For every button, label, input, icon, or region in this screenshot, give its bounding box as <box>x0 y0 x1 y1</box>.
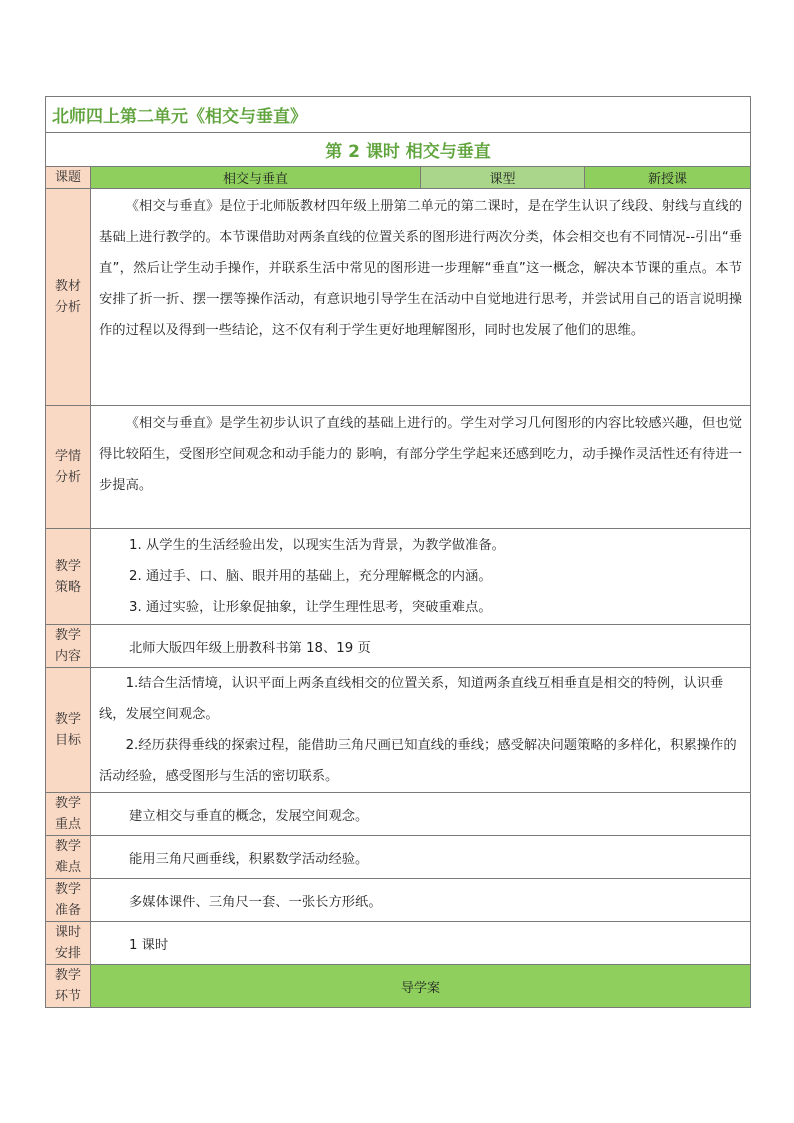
hours-label <box>46 922 91 965</box>
lesson-type-label: 课型 <box>421 167 585 189</box>
content-label <box>46 625 91 668</box>
content-row <box>46 625 751 668</box>
prep-text: 多媒体课件、三角尺一套、一张长方形纸。 <box>91 879 751 922</box>
goals-row <box>46 668 751 793</box>
stage-text: 导学案 <box>91 965 751 1008</box>
title-row <box>46 97 751 133</box>
material-cell <box>91 189 751 406</box>
learner-label-text: 学情分析 <box>54 449 81 485</box>
hours-label-text: 课时安排 <box>54 925 81 961</box>
stage-label-text: 教学环节 <box>54 968 81 1004</box>
prep-label <box>46 879 91 922</box>
learner-cell <box>91 406 751 529</box>
key-label <box>46 793 91 836</box>
stage-label <box>46 965 91 1008</box>
goals-label-text: 教学目标 <box>54 712 81 748</box>
subtitle-row <box>46 133 751 167</box>
material-text: 《相交与垂直》是位于北师版教材四年级上册第二单元的第二课时，是在学生认识了线段、射线与直线的基础上进行教学的。本节课借助对两条直线的位置关系的图形进行两次分类，体会相交也有不同情况--引出“垂直”，然后让学生动手操作，并联系生活中常见的图形进一步理解“垂直”这一概念，解决本节课的重点。本节安排了折一折、摆一摆等操作活动，有意识地引导学生在活动中自觉地进行思考，并尝试用自己的语言说明操作的过程以及得到一些结论，这不仅有利于学生更好地理解图形，同时也发展了他们的思维。 <box>99 199 743 338</box>
list-item: 1. 从学生的生活经验出发，以现实生活为背景，为教学做准备。 <box>129 538 505 553</box>
key-text: 建立相交与垂直的概念，发展空间观念。 <box>91 793 751 836</box>
content-label-text: 教学内容 <box>54 628 81 664</box>
lesson-subtitle: 第 2 课时 相交与垂直 <box>46 133 751 167</box>
key-row <box>46 793 751 836</box>
list-item: 2.经历获得垂线的探索过程，能借助三角尺画已知直线的垂线；感受解决问题策略的多样化，积累操作的活动经验，感受图形与生活的密切联系。 <box>99 738 737 784</box>
goals-cell <box>91 668 751 793</box>
topic-value: 相交与垂直 <box>91 167 421 189</box>
prep-row <box>46 879 751 922</box>
material-label <box>46 189 91 406</box>
difficulty-label-text: 教学难点 <box>54 839 81 875</box>
strategy-row <box>46 529 751 625</box>
goals-list <box>91 668 750 792</box>
lesson-plan-table <box>45 96 751 1008</box>
prep-label-text: 教学准备 <box>54 882 81 918</box>
strategy-label-text: 教学策略 <box>54 558 81 595</box>
list-item: 3. 通过实验，让形象促抽象，让学生理性思考，突破重难点。 <box>129 600 492 615</box>
key-label-text: 教学重点 <box>54 796 81 832</box>
hours-row <box>46 922 751 965</box>
difficulty-text: 能用三角尺画垂线，积累数学活动经验。 <box>91 836 751 879</box>
strategy-list <box>91 530 750 623</box>
material-label-text: 教材分析 <box>54 279 81 315</box>
learner-row <box>46 406 751 529</box>
material-row <box>46 189 751 406</box>
goals-label <box>46 668 91 793</box>
strategy-label <box>46 529 91 625</box>
topic-row <box>46 167 751 189</box>
content-text: 北师大版四年级上册教科书第 18、19 页 <box>91 625 751 668</box>
learner-label <box>46 406 91 529</box>
strategy-cell <box>91 529 751 625</box>
difficulty-row <box>46 836 751 879</box>
document-title: 北师四上第二单元《相交与垂直》 <box>46 97 751 133</box>
learner-text: 《相交与垂直》是学生初步认识了直线的基础上进行的。学生对学习几何图形的内容比较感兴趣，但也觉得比较陌生，受图形空间观念和动手能力的 影响，有部分学生学起来还感到吃力，动手操作灵活性还有待进一步提高。 <box>99 416 743 493</box>
list-item: 2. 通过手、口、脑、眼并用的基础上，充分理解概念的内涵。 <box>129 569 492 584</box>
topic-label: 课题 <box>46 167 91 189</box>
list-item: 1.结合生活情境，认识平面上两条直线相交的位置关系，知道两条直线互相垂直是相交的特例，认识垂线，发展空间观念。 <box>99 676 724 722</box>
lesson-plan <box>45 96 750 1008</box>
hours-text: 1 课时 <box>91 922 751 965</box>
stage-row <box>46 965 751 1008</box>
difficulty-label <box>46 836 91 879</box>
lesson-type-value: 新授课 <box>585 167 751 189</box>
